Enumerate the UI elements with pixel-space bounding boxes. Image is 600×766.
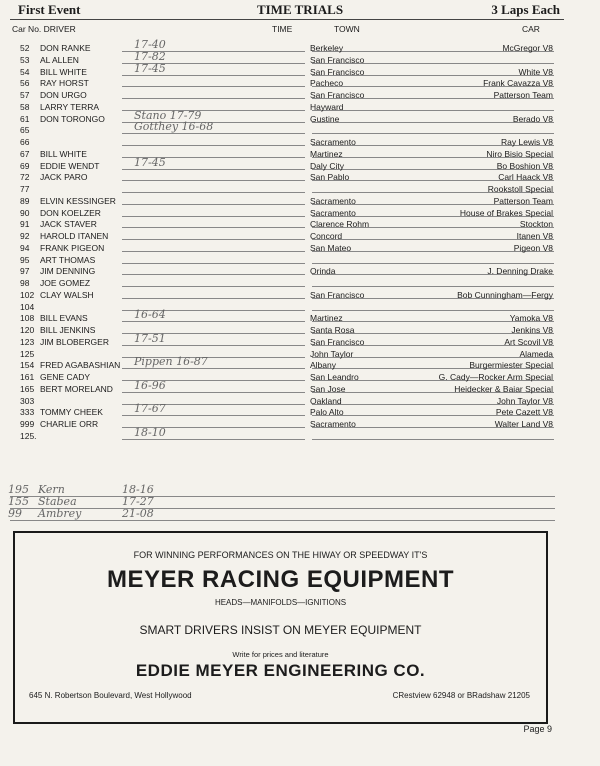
entry-driver: JOE GOMEZ bbox=[40, 278, 91, 288]
entry-town: San Leandro bbox=[310, 372, 359, 382]
entry-handwritten-time: Pippen 16-87 bbox=[134, 355, 208, 369]
entry-row bbox=[0, 331, 600, 347]
entry-driver: DON URGO bbox=[40, 90, 87, 100]
entry-town: Sacramento bbox=[310, 207, 356, 218]
entry-car-number: 77 bbox=[20, 184, 30, 194]
entry-row bbox=[0, 231, 600, 241]
entry-car: Berado V8 bbox=[512, 113, 553, 124]
entry-driver: AL ALLEN bbox=[40, 54, 79, 65]
entry-handwritten-time: 17-45 bbox=[134, 61, 166, 75]
entry-car-number: 125 bbox=[20, 348, 35, 359]
entry-car: Jenkins V8 bbox=[511, 325, 553, 335]
entry-underline-left bbox=[122, 251, 305, 252]
extra-underline bbox=[10, 520, 555, 521]
entry-driver: FRED AGABASHIAN bbox=[40, 360, 121, 371]
entry-underline-left bbox=[122, 227, 305, 228]
entry-car-number: 61 bbox=[20, 113, 30, 124]
entry-underline-left bbox=[122, 286, 305, 287]
entry-car-number: 65 bbox=[20, 125, 30, 136]
entry-car-number: 303 bbox=[20, 395, 35, 406]
entry-underline-left bbox=[122, 204, 305, 205]
entry-row bbox=[0, 302, 600, 312]
entry-handwritten-time: 16-96 bbox=[134, 378, 166, 392]
entry-handwritten-time: Stano 17-79 bbox=[134, 108, 202, 122]
entry-underline-left bbox=[122, 169, 305, 170]
entry-row bbox=[0, 425, 600, 441]
entry-underline-left bbox=[122, 392, 305, 393]
entry-car: Pete Cazett V8 bbox=[495, 407, 553, 418]
entry-driver: DON TORONGO bbox=[40, 113, 105, 124]
entry-car-number: 67 bbox=[20, 148, 30, 159]
entry-car-number: 69 bbox=[20, 160, 30, 171]
entry-town: San Mateo bbox=[310, 242, 352, 253]
entry-row bbox=[0, 184, 600, 194]
entry-car-number: 72 bbox=[20, 172, 30, 183]
column-header-time: TIME bbox=[272, 24, 293, 34]
column-header-car: CAR bbox=[522, 24, 540, 34]
entry-car: Walter Land V8 bbox=[494, 419, 553, 429]
entry-car-number: 57 bbox=[20, 90, 30, 100]
entry-underline-left bbox=[122, 263, 305, 264]
entry-row bbox=[0, 372, 600, 382]
ad-phone: CRestview 62948 or BRadshaw 21205 bbox=[392, 691, 530, 700]
extra-name: Stabea bbox=[38, 495, 77, 508]
entry-car: Patterson Team bbox=[493, 195, 553, 206]
entry-underline-left bbox=[122, 145, 305, 146]
entry-town: Hayward bbox=[310, 101, 344, 112]
entry-driver: RAY HORST bbox=[40, 78, 89, 89]
entry-town: San Francisco bbox=[310, 289, 365, 300]
entry-row bbox=[0, 90, 600, 100]
ad-company: EDDIE MEYER ENGINEERING CO. bbox=[135, 661, 426, 680]
entry-town: San Jose bbox=[310, 383, 346, 394]
entry-driver: FRANK PIGEON bbox=[40, 242, 105, 253]
extra-number: 195 bbox=[8, 483, 29, 496]
entry-car-number: 165 bbox=[20, 383, 35, 394]
entry-car-number: 89 bbox=[20, 195, 30, 206]
entry-car: House of Brakes Special bbox=[459, 207, 553, 218]
entry-town: John Taylor bbox=[310, 348, 354, 359]
entry-car-number: 91 bbox=[20, 219, 30, 230]
entry-car: Stockton bbox=[519, 219, 553, 230]
entry-row bbox=[0, 208, 600, 218]
entry-car: White V8 bbox=[518, 66, 553, 77]
entry-car-number: 123 bbox=[20, 336, 35, 347]
entry-row bbox=[0, 49, 600, 65]
extra-name: Kern bbox=[38, 483, 65, 496]
entry-driver: ART THOMAS bbox=[40, 254, 96, 265]
entry-car-number: 66 bbox=[20, 137, 30, 147]
entry-town: Sacramento bbox=[310, 419, 356, 429]
entry-row bbox=[0, 402, 600, 418]
entry-underline-left bbox=[122, 274, 305, 275]
entry-driver: BILL WHITE bbox=[40, 66, 87, 77]
entry-underline-left bbox=[122, 86, 305, 87]
entry-car-number: 125. bbox=[20, 430, 37, 441]
entry-car-number: 58 bbox=[20, 101, 30, 112]
entry-underline-right bbox=[312, 310, 554, 311]
entry-driver: CHARLIE ORR bbox=[40, 419, 99, 429]
meyer-advertisement bbox=[13, 531, 548, 724]
entry-car: Rookstoll Special bbox=[487, 184, 553, 194]
page-number: Page 9 bbox=[523, 724, 552, 734]
extra-number: 99 bbox=[8, 507, 22, 520]
entry-car-number: 104 bbox=[20, 301, 35, 312]
entry-handwritten-time: 17-40 bbox=[134, 38, 166, 51]
entry-row bbox=[0, 290, 600, 300]
entry-car-number: 98 bbox=[20, 278, 30, 288]
entry-town: Santa Rosa bbox=[310, 325, 355, 335]
entry-row bbox=[0, 308, 600, 324]
entry-underline-left bbox=[122, 75, 305, 76]
entry-underline-left bbox=[122, 216, 305, 217]
entry-town: Oakland bbox=[310, 395, 342, 406]
handwritten-extra-row bbox=[0, 507, 600, 522]
entry-row bbox=[0, 378, 600, 394]
entry-row bbox=[0, 102, 600, 112]
entry-driver: EDDIE WENDT bbox=[40, 160, 100, 171]
entry-handwritten-time: 18-10 bbox=[134, 425, 166, 439]
entry-car-number: 95 bbox=[20, 254, 30, 265]
entry-town: San Pablo bbox=[310, 172, 350, 183]
entry-car: Bo Boshion V8 bbox=[496, 160, 553, 171]
entry-car: Patterson Team bbox=[493, 90, 553, 100]
extra-time: 17-27 bbox=[122, 495, 154, 508]
column-header-town: TOWN bbox=[334, 24, 360, 34]
entry-driver: CLAY WALSH bbox=[40, 289, 94, 300]
entry-row bbox=[0, 78, 600, 88]
entry-car-number: 90 bbox=[20, 207, 30, 218]
entry-town: Palo Alto bbox=[310, 407, 344, 418]
entry-driver: ELVIN KESSINGER bbox=[40, 195, 116, 206]
entry-row bbox=[0, 38, 600, 53]
entry-car-number: 161 bbox=[20, 372, 35, 382]
entry-car: McGregor V8 bbox=[502, 43, 553, 53]
entry-car-number: 92 bbox=[20, 231, 30, 241]
entry-car: Yamoka V8 bbox=[509, 313, 553, 324]
entry-car: Niro Bisio Special bbox=[486, 148, 553, 159]
entry-row bbox=[0, 61, 600, 77]
entry-driver: JACK PARO bbox=[40, 172, 88, 183]
entry-car: Art Scovil V8 bbox=[504, 336, 553, 347]
entry-underline-right bbox=[312, 133, 554, 134]
entry-car-number: 97 bbox=[20, 266, 30, 277]
entry-underline-right bbox=[312, 439, 554, 440]
entry-town: Clarence Rohm bbox=[310, 219, 370, 230]
entry-underline-left bbox=[122, 192, 305, 193]
entry-row bbox=[0, 349, 600, 359]
entry-driver: BERT MORELAND bbox=[40, 383, 113, 394]
extra-number: 155 bbox=[8, 495, 29, 508]
entry-car: J. Denning Drake bbox=[487, 266, 553, 277]
ad-write: Write for prices and literature bbox=[232, 650, 329, 659]
column-header-car-driver: Car No. DRIVER bbox=[12, 24, 76, 34]
entry-underline-left bbox=[122, 180, 305, 181]
extra-name: Ambrey bbox=[38, 507, 82, 520]
entry-row bbox=[0, 255, 600, 265]
entry-car: Ray Lewis V8 bbox=[501, 137, 553, 147]
entry-driver: JIM DENNING bbox=[40, 266, 96, 277]
entry-car: Frank Cavazza V8 bbox=[483, 78, 553, 89]
entry-town: San Francisco bbox=[310, 66, 365, 77]
entry-row bbox=[0, 419, 600, 429]
entry-town: San Francisco bbox=[310, 336, 365, 347]
entry-underline-left bbox=[122, 345, 305, 346]
entry-car-number: 108 bbox=[20, 313, 35, 324]
entry-driver: JIM BLOBERGER bbox=[40, 336, 109, 347]
extra-time: 21-08 bbox=[122, 507, 154, 520]
header-right: 3 Laps Each bbox=[491, 2, 560, 17]
entry-driver: DON KOELZER bbox=[40, 207, 101, 218]
entry-driver: TOMMY CHEEK bbox=[40, 407, 103, 418]
entry-car: Burgermiester Special bbox=[469, 360, 553, 371]
entry-driver: BILL WHITE bbox=[40, 148, 87, 159]
entry-underline-left bbox=[122, 298, 305, 299]
ad-products: HEADS—MANIFOLDS—IGNITIONS bbox=[214, 598, 347, 607]
entry-handwritten-time: 17-51 bbox=[134, 331, 166, 345]
entry-town: Martinez bbox=[310, 148, 343, 159]
entry-driver: LARRY TERRA bbox=[40, 101, 100, 112]
entry-town: Gustine bbox=[310, 113, 340, 124]
entry-car: John Taylor V8 bbox=[496, 395, 553, 406]
entry-underline-left bbox=[122, 98, 305, 99]
entry-handwritten-time: 17-45 bbox=[134, 155, 166, 169]
entry-underline-left bbox=[122, 239, 305, 240]
entry-driver: DON RANKE bbox=[40, 43, 91, 53]
entry-town: Daly City bbox=[310, 160, 345, 171]
entry-handwritten-time: 17-67 bbox=[134, 402, 166, 416]
entry-car-number: 333 bbox=[20, 407, 35, 418]
entry-underline-right bbox=[312, 286, 554, 287]
entry-driver: BILL EVANS bbox=[40, 313, 88, 324]
entry-row bbox=[0, 243, 600, 253]
entry-row bbox=[0, 108, 600, 124]
ad-brand: MEYER RACING EQUIPMENT bbox=[106, 566, 455, 593]
entry-town: Sacramento bbox=[310, 195, 356, 206]
entry-row bbox=[0, 196, 600, 206]
entry-underline-right bbox=[312, 263, 554, 264]
entry-row bbox=[0, 155, 600, 171]
entry-town: San Francisco bbox=[310, 54, 365, 65]
entry-car: Bob Cunningham—Fergy bbox=[457, 289, 553, 300]
entry-row bbox=[0, 325, 600, 335]
entry-car-number: 999 bbox=[20, 419, 35, 429]
header-title: TIME TRIALS bbox=[256, 2, 344, 17]
entry-car-number: 56 bbox=[20, 78, 30, 89]
entry-car: Alameda bbox=[519, 348, 553, 359]
entry-driver: GENE CADY bbox=[40, 372, 91, 382]
entry-driver: HAROLD ITANEN bbox=[40, 231, 109, 241]
entry-handwritten-time: 17-82 bbox=[134, 49, 166, 63]
entry-car-number: 52 bbox=[20, 43, 30, 53]
entry-town: Pacheco bbox=[310, 78, 344, 89]
ad-address: 645 N. Robertson Boulevard, West Hollywood bbox=[29, 691, 192, 700]
entry-driver: JACK STAVER bbox=[40, 219, 97, 230]
entry-row bbox=[0, 266, 600, 276]
entry-row bbox=[0, 149, 600, 159]
entry-underline-left bbox=[122, 368, 305, 369]
handwritten-extra-row bbox=[0, 483, 600, 498]
header-left: First Event bbox=[18, 2, 81, 17]
entry-handwritten-time: Gotthey 16-68 bbox=[134, 120, 214, 134]
entry-underline-left bbox=[122, 415, 305, 416]
entry-underline-left bbox=[122, 133, 305, 134]
entry-car-number: 120 bbox=[20, 325, 35, 335]
extra-underline bbox=[10, 496, 555, 497]
entry-town: Sacramento bbox=[310, 137, 356, 147]
entry-car: Carl Haack V8 bbox=[498, 172, 553, 183]
entry-handwritten-time: 16-64 bbox=[134, 308, 166, 322]
entry-town: Concord bbox=[310, 231, 343, 241]
entry-underline-left bbox=[122, 439, 305, 440]
entry-row bbox=[0, 396, 600, 406]
entry-underline-left bbox=[122, 321, 305, 322]
entry-row bbox=[0, 355, 600, 371]
entry-car: Pigeon V8 bbox=[513, 242, 553, 253]
extra-underline bbox=[10, 508, 555, 509]
entry-car-number: 154 bbox=[20, 360, 35, 371]
entry-town: Berkeley bbox=[310, 43, 344, 53]
ad-intro: FOR WINNING PERFORMANCES ON THE HIWAY OR SPEEDWAY IT'S bbox=[133, 550, 428, 560]
entry-car: Itanen V8 bbox=[516, 231, 553, 241]
entry-car: Heidecker & Baiar Special bbox=[454, 383, 553, 394]
entry-underline-right bbox=[312, 110, 554, 111]
entry-car-number: 54 bbox=[20, 66, 30, 77]
entry-town: Martinez bbox=[310, 313, 343, 324]
entry-car: G. Cady—Rocker Arm Special bbox=[438, 372, 553, 382]
entry-town: Orinda bbox=[310, 266, 336, 277]
entry-row bbox=[0, 278, 600, 288]
entry-row bbox=[0, 219, 600, 229]
entry-car-number: 94 bbox=[20, 242, 30, 253]
entry-row bbox=[0, 137, 600, 147]
entry-driver: BILL JENKINS bbox=[40, 325, 96, 335]
entry-town: San Francisco bbox=[310, 90, 365, 100]
ad-slogan: SMART DRIVERS INSIST ON MEYER EQUIPMENT bbox=[139, 623, 422, 637]
handwritten-extra-row bbox=[0, 495, 600, 510]
extra-time: 18-16 bbox=[122, 483, 154, 496]
entry-car-number: 53 bbox=[20, 54, 30, 65]
entry-row bbox=[0, 120, 600, 136]
entry-car-number: 102 bbox=[20, 289, 35, 300]
entry-row bbox=[0, 172, 600, 182]
header-rule bbox=[10, 19, 564, 20]
entry-town: Albany bbox=[310, 360, 336, 371]
